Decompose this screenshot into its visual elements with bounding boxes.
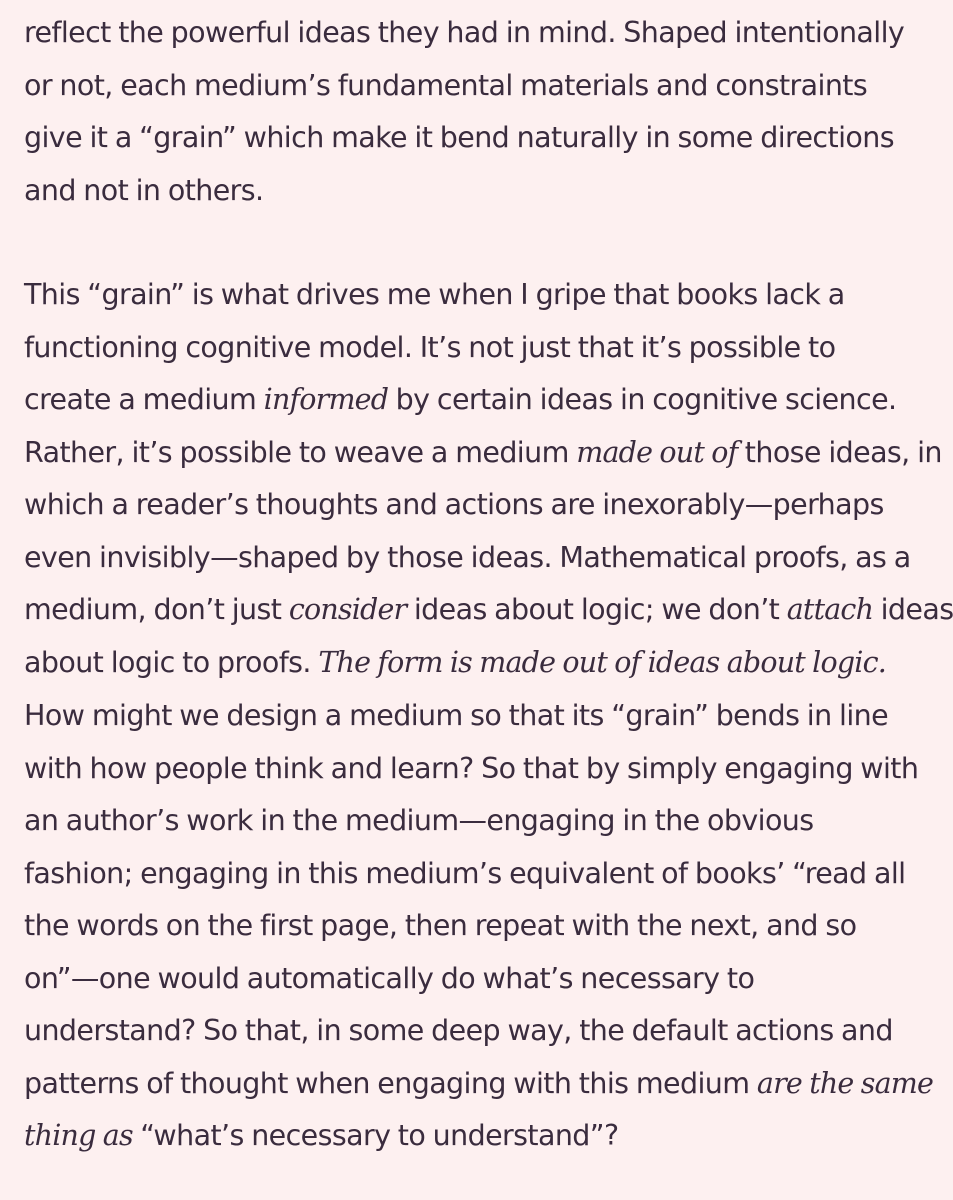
body-text: This “grain” is what drives me when I gripe that books lack a xyxy=(24,278,845,311)
body-text: ideas about logic; we don’t xyxy=(406,593,787,626)
body-text: fashion; engaging in this medium’s equivalent of books’ “read all xyxy=(24,856,906,890)
text-line xyxy=(24,165,934,218)
emphasis-text: made out of xyxy=(576,435,738,469)
body-text: patterns of thought when engaging with this medium xyxy=(24,1066,757,1100)
text-line xyxy=(24,374,934,427)
emphasis-text: attach xyxy=(786,593,874,626)
body-text: about logic to proofs. xyxy=(24,645,319,679)
body-text: which a reader’s thoughts and actions are inexorably—perhaps xyxy=(24,488,884,521)
paragraph xyxy=(24,690,934,1163)
text-line xyxy=(24,1058,934,1111)
text-line xyxy=(24,112,934,165)
text-line xyxy=(24,848,934,901)
body-text: How might we design a medium so that its “grain” bends in line xyxy=(24,699,889,732)
body-text: by certain ideas in cognitive science. xyxy=(388,383,897,416)
body-text: medium, don’t just xyxy=(24,593,289,626)
text-line xyxy=(24,900,934,953)
body-text: reflect the powerful ideas they had in mind. Shaped intentionally xyxy=(24,16,905,49)
body-text: Rather, it’s possible to weave a medium xyxy=(24,435,577,469)
text-line xyxy=(24,60,934,113)
text-line xyxy=(24,1110,934,1163)
body-text: even invisibly—shaped by those ideas. Mathematical proofs, as a xyxy=(24,540,911,574)
body-text: the words on the first page, then repeat with the next, and so xyxy=(24,909,857,942)
text-line xyxy=(24,584,953,637)
text-line xyxy=(24,322,934,375)
text-line xyxy=(24,7,934,60)
text-line xyxy=(24,1005,934,1058)
emphasis-text: are the same xyxy=(756,1066,934,1100)
paragraph xyxy=(24,269,953,689)
text-line xyxy=(24,637,934,690)
body-text: an author’s work in the medium—engaging in the obvious xyxy=(24,804,814,837)
text-line xyxy=(24,953,934,1006)
body-text: on”—one would automatically do what’s necessary to xyxy=(24,961,755,995)
body-text: ideas xyxy=(873,593,953,626)
emphasis-text: consider xyxy=(288,593,407,626)
body-text: “what’s necessary to understand”? xyxy=(132,1119,619,1152)
body-text: create a medium xyxy=(24,383,264,416)
text-line xyxy=(24,743,934,796)
emphasis-text: The form is made out of ideas about logic. xyxy=(318,645,887,679)
text-line xyxy=(24,427,942,480)
emphasis-text: thing as xyxy=(24,1119,133,1152)
emphasis-text: informed xyxy=(263,383,389,416)
body-text: or not, each medium’s fundamental materials and constraints xyxy=(24,68,868,102)
body-text: give it a “grain” which make it bend naturally in some directions xyxy=(24,121,894,154)
body-text: understand? So that, in some deep way, the default actions and xyxy=(24,1014,893,1047)
text-line xyxy=(24,269,934,322)
text-line xyxy=(24,795,934,848)
body-text: with how people think and learn? So that by simply engaging with xyxy=(24,751,919,785)
body-text: and not in others. xyxy=(24,173,264,207)
text-line xyxy=(24,532,934,585)
text-line xyxy=(24,690,934,743)
paragraph xyxy=(24,7,934,217)
body-text: functioning cognitive model. It’s not just that it’s possible to xyxy=(24,330,836,364)
body-text: those ideas, in xyxy=(737,435,942,469)
text-line xyxy=(24,479,934,532)
